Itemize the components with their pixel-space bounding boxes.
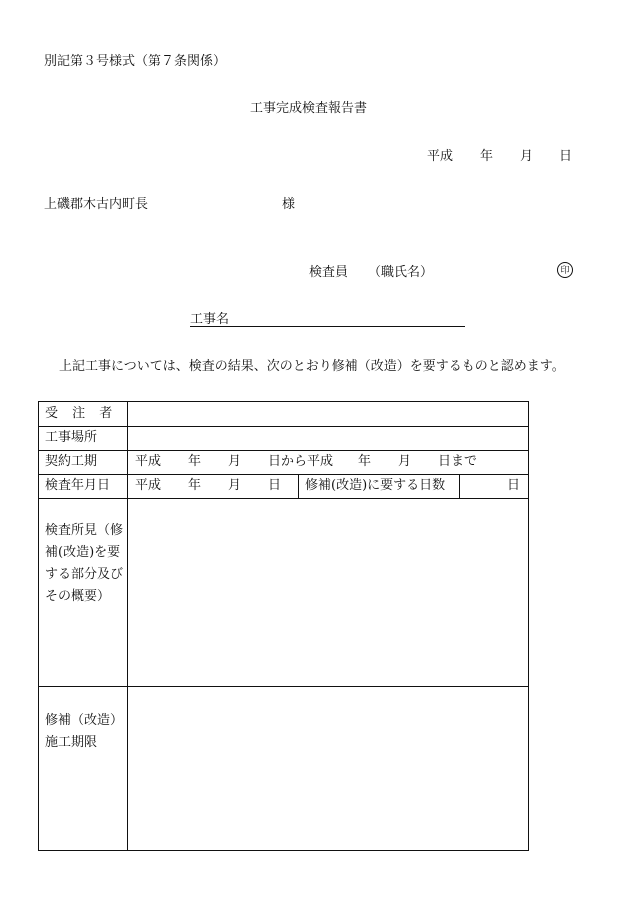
period-from-day: 日から平成 (268, 454, 334, 469)
date-era: 平成 (427, 149, 454, 164)
date-year: 年 (480, 149, 494, 164)
period-from-year: 年 (188, 454, 202, 469)
date-day: 日 (559, 149, 573, 164)
findings-field[interactable] (128, 499, 528, 686)
report-table (38, 401, 529, 851)
period-to-year: 年 (358, 454, 372, 469)
contract-period-label: 契約工期 (45, 454, 98, 469)
repair-days-label: 修補(改造)に要する日数 (305, 478, 446, 493)
period-to-day: 日まで (438, 454, 478, 469)
repair-deadline-field[interactable] (128, 687, 528, 850)
inspection-era: 平成 (135, 478, 162, 493)
repair-days-unit: 日 (507, 478, 521, 493)
table-row-divider (39, 474, 528, 475)
date-days-divider (298, 474, 299, 498)
addressee: 上磯郡木古内町長 (44, 197, 149, 212)
document-title: 工事完成検査報告書 (250, 101, 368, 116)
honorific: 様 (282, 197, 296, 212)
period-to-month: 月 (398, 454, 412, 469)
period-from-month: 月 (228, 454, 242, 469)
inspection-date-label: 検査年月日 (45, 478, 111, 493)
table-row-divider (39, 450, 528, 451)
days-value-divider (459, 474, 460, 498)
form-number: 別記第３号様式（第７条関係） (44, 54, 227, 69)
contractor-field[interactable] (128, 402, 528, 426)
seal-mark: 印 (557, 262, 573, 278)
inspector-name-label: （職氏名） (368, 265, 434, 280)
site-label: 工事場所 (45, 430, 98, 445)
inspection-year: 年 (188, 478, 202, 493)
project-name-field[interactable] (190, 326, 465, 327)
repair-deadline-label: 修補（改造）施工期限 (45, 713, 124, 750)
date-month: 月 (520, 149, 534, 164)
contractor-label: 受 注 者 (45, 406, 118, 421)
site-field[interactable] (128, 427, 528, 450)
project-name-label: 工事名 (190, 312, 230, 327)
inspection-month: 月 (228, 478, 242, 493)
period-from-era: 平成 (135, 454, 162, 469)
statement-text: 上記工事については、検査の結果、次のとおり修補（改造）を要するものと認めます。 (59, 359, 565, 374)
findings-label: 検査所見（修補(改造)を要する部分及びその概要） (45, 523, 124, 604)
inspector-label: 検査員 (309, 265, 349, 280)
inspection-day: 日 (268, 478, 282, 493)
